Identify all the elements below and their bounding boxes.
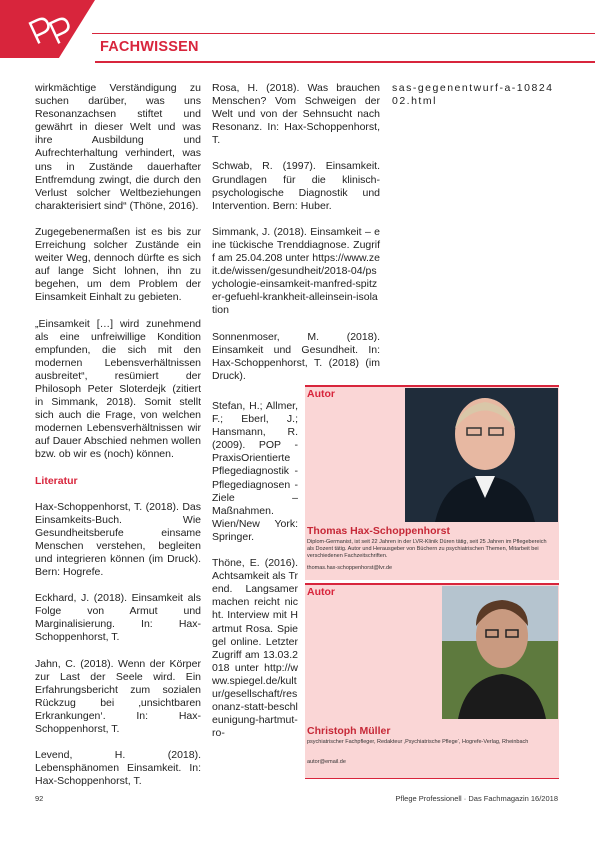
reference: Schwab, R. (1997). Einsamkeit. Grundlagen für die klinisch-psychologische Diagnostik und Intervention. Bern: Huber. bbox=[212, 160, 380, 212]
reference: Rosa, H. (2018). Was brauchen Menschen? Vom Schweigen der Welt und von der Sehnsucht nach Resonanz. In: Hax-Schoppenhorst, T. bbox=[212, 82, 380, 147]
portrait-icon bbox=[442, 586, 558, 719]
author-bio: Diplom-Germanist, ist seit 22 Jahren in der LVR-Klinik Düren tätig, seit 25 Jahren im Pflegebereich als Dozent tätig. Autor und Herausgeber von Büchern zu psychiatrischen Themen, Mitarbeit bei verschiedenen Fachzeitschriften. bbox=[307, 539, 547, 559]
author-box bbox=[305, 583, 559, 779]
paragraph: Zugegebenermaßen ist es bis zur Erreichung solcher Zustände ein weiter Weg, dennoch dürfte es sich auf lange Sicht lohnen, ihn zu begehen, um dem Problem der Einsamkeit Einhalt zu gebieten. bbox=[35, 225, 201, 304]
reference: Thöne, E. (2016). Achtsamkeit als Trend. Langsamer machen reicht nicht. Interview mit Hartmut Rosa. Spiegel online. Letzter Zugriff am 13.03.2018 unter http://www.spiegel.de/kultur/gesellschaft/resonanz-statt-beschleunigung-hartmut-ro- bbox=[212, 557, 298, 740]
author-tag: Autor bbox=[307, 586, 335, 598]
author-photo bbox=[442, 586, 558, 719]
portrait-icon bbox=[405, 388, 558, 522]
author-name: Thomas Hax-Schoppenhorst bbox=[307, 525, 450, 537]
column-3 bbox=[392, 82, 560, 121]
author-tag: Autor bbox=[307, 388, 335, 400]
paragraph: wirkmächtige Verständigung zu suchen darüber, was uns Resonanzachsen stiftet und gewährt in dieser Welt und was ihre Ausbildung und Aufrechterhaltung verhindert, was uns in Zustände dauerhafter Entfremdung zwingt, die durch den Verlust solcher Weltbeziehungen charakterisiert sind“ (Thöne, 2016). bbox=[35, 82, 201, 212]
column-2 bbox=[212, 82, 380, 396]
reference: Levend, H. (2018). Lebensphänomen Einsamkeit. In: Hax-Schoppenhorst, T. bbox=[35, 749, 201, 788]
author-bio: psychiatrischer Fachpfleger, Redakteur ‚Psychiatrische Pflege‘, Hogrefe-Verlag, Rheinbach bbox=[307, 739, 529, 745]
reference: Stefan, H.; Allmer, F.; Eberl, J.; Hansmann, R. (2009). POP - PraxisOrientierte Pflegediagnostik - Pflegediagnosen - Ziele – Maßnahmen. Wien/New York: Springer. bbox=[212, 400, 298, 543]
magazine-footer: Pflege Professionell · Das Fachmagazin 16/2018 bbox=[395, 794, 558, 803]
reference: Eckhard, J. (2018). Einsamkeit als Folge von Armut und Marginalisierung. In: Hax-Schoppenhorst, T. bbox=[35, 592, 201, 644]
header-rule bbox=[92, 33, 595, 34]
reference: Simmank, J. (2018). Einsamkeit – eine tückische Trenddiagnose. Zugriff am 25.04.208 unter https://www.zeit.de/wissen/gesundheit/2018-04/psychologie-einsamkeit-manfred-spitzer-gefuehl-krankheit-alleinsein-isolation bbox=[212, 225, 380, 317]
reference: Sonnenmoser, M. (2018). Einsamkeit und Gesundheit. In: Hax-Schoppenhorst, T. (2018) (im Druck). bbox=[212, 330, 380, 382]
pp-logo bbox=[28, 13, 76, 47]
author-photo bbox=[405, 388, 558, 522]
column-2-lower bbox=[212, 400, 298, 753]
reference: Jahn, C. (2018). Wenn der Körper zur Last der Seele wird. Ein Erfahrungsbericht zum sozialen Rückzug bei ‚unsichtbaren Erkrankungen‘. In: Hax-Schoppenhorst, T. bbox=[35, 657, 201, 736]
paragraph: „Einsamkeit […] wird zunehmend als eine unfreiwillige Kondition empfunden, die sich mit den modernen Lebensverhältnissen ausbreitet“, resümiert der Philosoph Peter Sloterdejk (zitiert in Simmank, 2018). Somit stellt sich auch die Frage, von welchen modernen Lebensverhältnissen wir auf Dauer Abschied nehmen wollen bzw. ob wir es (noch) können. bbox=[35, 317, 201, 461]
header-rule-bottom bbox=[95, 61, 595, 63]
author-email: thomas.hax-schoppenhorst@lvr.de bbox=[307, 565, 393, 571]
author-email: autor@email.de bbox=[307, 759, 346, 765]
reference: sas-gegenentwurf-a-1082402.html bbox=[392, 82, 554, 108]
reference: Hax-Schoppenhorst, T. (2018). Das Einsamkeits-Buch. Wie Gesundheitsberufe einsame Menschen verstehen, begleiten und integrieren können (im Druck). Bern: Hogrefe. bbox=[35, 500, 201, 579]
author-box bbox=[305, 385, 559, 580]
section-title: FACHWISSEN bbox=[100, 39, 199, 55]
column-1 bbox=[35, 82, 201, 801]
page-number: 92 bbox=[35, 794, 44, 803]
footer-rule bbox=[305, 778, 559, 779]
literature-heading: Literatur bbox=[35, 474, 78, 487]
author-name: Christoph Müller bbox=[307, 725, 391, 737]
